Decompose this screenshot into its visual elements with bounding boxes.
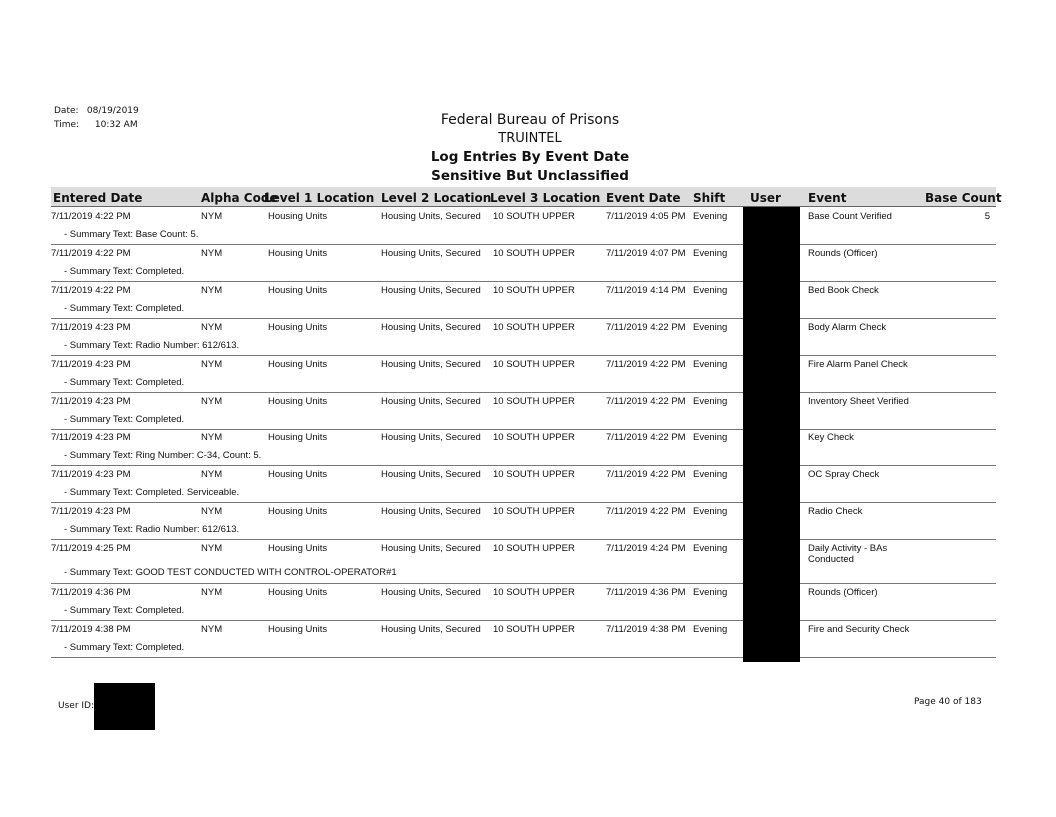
level2-cell: Housing Units, Secured: [381, 624, 481, 635]
time-value: 10:32 AM: [94, 120, 138, 130]
shift-cell: Evening: [693, 248, 728, 259]
alpha-code-cell: NYM: [201, 285, 223, 296]
alpha-code-cell: NYM: [201, 322, 223, 333]
event-cell: Body Alarm Check: [808, 322, 887, 333]
event-date-cell: 7/11/2019 4:38 PM: [606, 624, 686, 635]
level3-cell: 10 SOUTH UPPER: [493, 359, 575, 370]
event-cell: Fire and Security Check: [808, 624, 910, 635]
row-divider: [51, 318, 996, 319]
event-date-cell: 7/11/2019 4:22 PM: [606, 506, 686, 517]
shift-cell: Evening: [693, 469, 728, 480]
alpha-code-cell: NYM: [201, 211, 223, 222]
summary-text: - Summary Text: Completed.: [64, 605, 185, 616]
col-base-count: Base Count: [925, 191, 1002, 205]
level1-cell: Housing Units: [268, 285, 328, 296]
entered-date-cell: 7/11/2019 4:38 PM: [51, 624, 131, 635]
alpha-code-cell: NYM: [201, 432, 223, 443]
alpha-code-cell: NYM: [201, 359, 223, 370]
level3-cell: 10 SOUTH UPPER: [493, 506, 575, 517]
event-date-cell: 7/11/2019 4:22 PM: [606, 396, 686, 407]
col-shift: Shift: [693, 191, 726, 205]
entered-date-cell: 7/11/2019 4:25 PM: [51, 543, 131, 554]
col-level2: Level 2 Location: [381, 191, 492, 205]
shift-cell: Evening: [693, 211, 728, 222]
event-cell: Base Count Verified: [808, 211, 892, 222]
level1-cell: Housing Units: [268, 624, 328, 635]
shift-cell: Evening: [693, 359, 728, 370]
alpha-code-cell: NYM: [201, 543, 223, 554]
level1-cell: Housing Units: [268, 211, 328, 222]
alpha-code-cell: NYM: [201, 587, 223, 598]
shift-cell: Evening: [693, 624, 728, 635]
entered-date-cell: 7/11/2019 4:23 PM: [51, 396, 131, 407]
level1-cell: Housing Units: [268, 587, 328, 598]
entered-date-cell: 7/11/2019 4:22 PM: [51, 211, 131, 222]
summary-text: - Summary Text: Base Count: 5.: [64, 229, 199, 240]
shift-cell: Evening: [693, 543, 728, 554]
level1-cell: Housing Units: [268, 248, 328, 259]
event-cell: Daily Activity - BAs Conducted: [808, 543, 888, 565]
row-divider: [51, 465, 996, 466]
level3-cell: 10 SOUTH UPPER: [493, 469, 575, 480]
level2-cell: Housing Units, Secured: [381, 587, 481, 598]
row-divider: [51, 620, 996, 621]
shift-cell: Evening: [693, 285, 728, 296]
event-date-cell: 7/11/2019 4:24 PM: [606, 543, 686, 554]
entered-date-cell: 7/11/2019 4:23 PM: [51, 359, 131, 370]
level1-cell: Housing Units: [268, 506, 328, 517]
col-event: Event: [808, 191, 847, 205]
row-divider: [51, 244, 996, 245]
shift-cell: Evening: [693, 396, 728, 407]
redacted-user-id: [94, 683, 155, 730]
event-cell: Key Check: [808, 432, 854, 443]
level2-cell: Housing Units, Secured: [381, 322, 481, 333]
event-date-cell: 7/11/2019 4:05 PM: [606, 211, 686, 222]
entered-date-cell: 7/11/2019 4:23 PM: [51, 469, 131, 480]
time-label: Time:: [54, 120, 80, 130]
summary-text: - Summary Text: GOOD TEST CONDUCTED WITH CONTROL-OPERATOR#1: [64, 567, 397, 578]
shift-cell: Evening: [693, 587, 728, 598]
level3-cell: 10 SOUTH UPPER: [493, 432, 575, 443]
entered-date-cell: 7/11/2019 4:23 PM: [51, 506, 131, 517]
level2-cell: Housing Units, Secured: [381, 469, 481, 480]
col-level1: Level 1 Location: [264, 191, 375, 205]
col-level3: Level 3 Location: [490, 191, 601, 205]
event-date-cell: 7/11/2019 4:22 PM: [606, 359, 686, 370]
date-value: 08/19/2019: [86, 106, 139, 116]
event-cell: Bed Book Check: [808, 285, 879, 296]
level2-cell: Housing Units, Secured: [381, 506, 481, 517]
level3-cell: 10 SOUTH UPPER: [493, 587, 575, 598]
summary-text: - Summary Text: Completed.: [64, 303, 185, 314]
shift-cell: Evening: [693, 432, 728, 443]
title-agency: Federal Bureau of Prisons: [440, 112, 620, 128]
summary-text: - Summary Text: Completed.: [64, 377, 185, 388]
title-system: TRUINTEL: [498, 130, 562, 146]
summary-text: - Summary Text: Completed. Serviceable.: [64, 487, 240, 498]
event-cell: Inventory Sheet Verified: [808, 396, 909, 407]
summary-text: - Summary Text: Radio Number: 612/613.: [64, 524, 240, 535]
summary-text: - Summary Text: Completed.: [64, 414, 185, 425]
redacted-user-column: [743, 207, 800, 662]
title-classification: Sensitive But Unclassified: [431, 167, 629, 184]
event-cell: Radio Check: [808, 506, 863, 517]
event-date-cell: 7/11/2019 4:22 PM: [606, 322, 686, 333]
entered-date-cell: 7/11/2019 4:22 PM: [51, 285, 131, 296]
row-divider: [51, 429, 996, 430]
entered-date-cell: 7/11/2019 4:23 PM: [51, 322, 131, 333]
level3-cell: 10 SOUTH UPPER: [493, 624, 575, 635]
row-divider: [51, 355, 996, 356]
level2-cell: Housing Units, Secured: [381, 359, 481, 370]
alpha-code-cell: NYM: [201, 506, 223, 517]
time-meta: [54, 120, 138, 130]
level1-cell: Housing Units: [268, 543, 328, 554]
level2-cell: Housing Units, Secured: [381, 248, 481, 259]
event-date-cell: 7/11/2019 4:22 PM: [606, 432, 686, 443]
level2-cell: Housing Units, Secured: [381, 543, 481, 554]
report-title: [380, 111, 680, 185]
level1-cell: Housing Units: [268, 359, 328, 370]
event-cell: Rounds (Officer): [808, 248, 878, 259]
row-divider: [51, 392, 996, 393]
level3-cell: 10 SOUTH UPPER: [493, 248, 575, 259]
row-divider: [51, 583, 996, 584]
row-divider: [51, 502, 996, 503]
entered-date-cell: 7/11/2019 4:36 PM: [51, 587, 131, 598]
level3-cell: 10 SOUTH UPPER: [493, 211, 575, 222]
base-count-cell: 5: [984, 211, 990, 222]
event-cell: Fire Alarm Panel Check: [808, 359, 908, 370]
user-id-label: User ID:: [58, 701, 94, 711]
level3-cell: 10 SOUTH UPPER: [493, 322, 575, 333]
level2-cell: Housing Units, Secured: [381, 396, 481, 407]
entered-date-cell: 7/11/2019 4:22 PM: [51, 248, 131, 259]
level1-cell: Housing Units: [268, 396, 328, 407]
alpha-code-cell: NYM: [201, 248, 223, 259]
level3-cell: 10 SOUTH UPPER: [493, 285, 575, 296]
alpha-code-cell: NYM: [201, 624, 223, 635]
summary-text: - Summary Text: Completed.: [64, 266, 185, 277]
date-meta: [54, 106, 139, 116]
alpha-code-cell: NYM: [201, 469, 223, 480]
row-divider: [51, 539, 996, 540]
event-date-cell: 7/11/2019 4:14 PM: [606, 285, 686, 296]
level3-cell: 10 SOUTH UPPER: [493, 396, 575, 407]
date-label: Date:: [54, 106, 79, 116]
summary-text: - Summary Text: Completed.: [64, 642, 185, 653]
col-user: User: [750, 191, 781, 205]
level2-cell: Housing Units, Secured: [381, 432, 481, 443]
row-divider: [51, 281, 996, 282]
event-cell: Rounds (Officer): [808, 587, 878, 598]
col-entered-date: Entered Date: [53, 191, 143, 205]
shift-cell: Evening: [693, 506, 728, 517]
event-cell: OC Spray Check: [808, 469, 880, 480]
level1-cell: Housing Units: [268, 322, 328, 333]
row-divider: [51, 657, 996, 658]
col-event-date: Event Date: [606, 191, 681, 205]
entered-date-cell: 7/11/2019 4:23 PM: [51, 432, 131, 443]
level2-cell: Housing Units, Secured: [381, 211, 481, 222]
col-alpha-code: Alpha Code: [201, 191, 278, 205]
event-date-cell: 7/11/2019 4:36 PM: [606, 587, 686, 598]
alpha-code-cell: NYM: [201, 396, 223, 407]
summary-text: - Summary Text: Radio Number: 612/613.: [64, 340, 240, 351]
summary-text: - Summary Text: Ring Number: C-34, Count: 5.: [64, 450, 262, 461]
title-report: Log Entries By Event Date: [430, 149, 630, 165]
page-number: Page 40 of 183: [914, 697, 982, 707]
shift-cell: Evening: [693, 322, 728, 333]
level2-cell: Housing Units, Secured: [381, 285, 481, 296]
level1-cell: Housing Units: [268, 469, 328, 480]
event-date-cell: 7/11/2019 4:07 PM: [606, 248, 686, 259]
level1-cell: Housing Units: [268, 432, 328, 443]
level3-cell: 10 SOUTH UPPER: [493, 543, 575, 554]
event-date-cell: 7/11/2019 4:22 PM: [606, 469, 686, 480]
